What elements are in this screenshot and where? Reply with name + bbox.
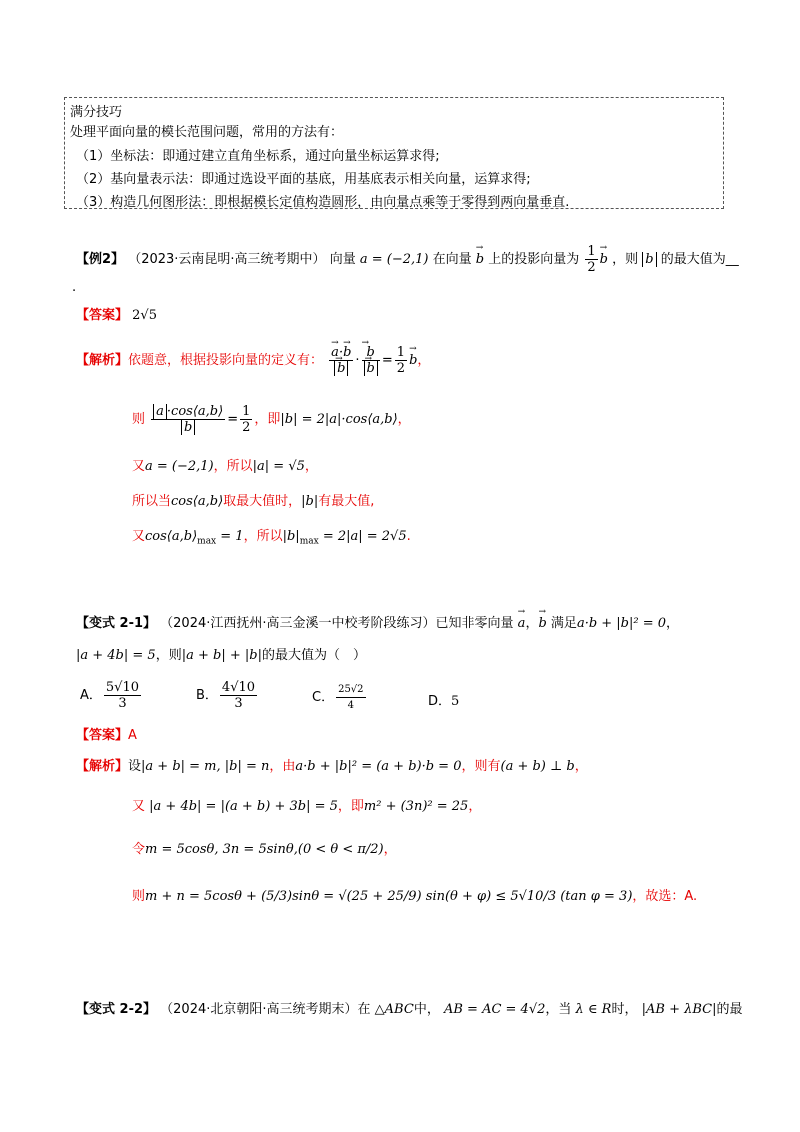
example2-analysis-text: 依题意，根据投影向量的定义有： <box>128 353 324 368</box>
tip-box-title: 满分技巧 <box>70 105 123 120</box>
variant22-q-text4: 时， <box>611 1002 638 1017</box>
variant22-source: （2024·北京朝阳·高三统考期末） <box>160 1002 358 1017</box>
variant21-answer-value: A <box>128 728 137 743</box>
variant21-q-text3: ，则 <box>155 648 182 663</box>
variant21-analysis-line2: 又 |a + 4b| = |(a + b) + 3b| = 5，即m² + (3n)² = 25， <box>132 799 482 814</box>
example2-step3-b: |b| <box>301 494 319 509</box>
variant21-a1-mid2: ，则有 <box>461 759 501 774</box>
example2-q-text2: 在向量 <box>432 252 472 267</box>
variant21-tag: 【变式 2-1】 <box>76 616 157 631</box>
variant21-a2-eq: |a + 4b| = |(a + b) + 3b| = 5 <box>149 799 338 814</box>
variant21-a3-pre: 令 <box>132 842 146 857</box>
example2-vec-b2: → b <box>600 252 608 267</box>
example2-step3 <box>132 490 374 509</box>
variant21-question-line2 <box>76 644 366 663</box>
example2-answer-label: 【答案】 <box>76 308 129 323</box>
variant21-vec-a: → a <box>518 616 526 631</box>
variant21-a4-pre: 则 <box>132 889 146 904</box>
example2-source: （2023·云南昆明·高三统考期中） <box>128 252 326 267</box>
variant22-q-text5: 的最 <box>716 1002 743 1017</box>
example2-step4-bmax: $|b|_{max} = 2|a| = 2√5$ <box>282 529 407 547</box>
example2-question <box>76 244 739 275</box>
example2-answer-value: 2√5 <box>132 308 157 323</box>
example2-trailing-dot: . <box>72 280 77 295</box>
variant21-option-a: A． $\frac{5√10}{3}$ <box>80 680 140 711</box>
example2-q-text3: 上的投影向量为 <box>488 252 580 267</box>
variant21-option-d: D．5 <box>428 694 460 709</box>
example2-step1-eq: |b| = 2|a|·cos⟨a,b⟩ <box>280 412 398 427</box>
example2-answer <box>76 304 157 323</box>
example2-step2: 又a = (−2,1)，所以|a| = √5， <box>132 459 318 474</box>
example2-step3-mid: 取最大值时， <box>223 494 302 509</box>
variant21-a2-pre: 又 <box>132 799 146 814</box>
variant21-q-text2: 满足 <box>550 616 577 631</box>
variant22-eq: AB = AC = 4√2 <box>443 1002 546 1017</box>
variant21-answer-label: 【答案】 <box>76 728 129 743</box>
variant21-expr: |a + b| + |b| <box>181 648 262 663</box>
variant22-q-text3: ，当 <box>545 1002 572 1017</box>
example2-step1-frac: $\frac{a \cdot\cos⟨a,b⟩}{b}$ = $\frac{1}{2}$ <box>149 412 254 427</box>
variant21-a4-eq: m + n = 5cosθ + (5/3)sinθ = √(25 + 25/9) sin(θ + φ) ≤ 5√10/3 (tan φ = 3) <box>145 889 633 904</box>
variant21-a3-range: (0 < θ < π/2) <box>297 842 384 857</box>
variant21-a2-mid: ，即 <box>337 799 364 814</box>
example2-vec-a: a = (−2,1) <box>359 252 429 267</box>
example2-step3-end: 有最大值, <box>318 494 375 509</box>
variant22-q-text2: 中， <box>413 1002 440 1017</box>
variant21-analysis-label: 【解析】 <box>76 759 129 774</box>
variant21-analysis-line3: 令m = 5cosθ, 3n = 5sinθ,(0 < θ < π/2)， <box>132 842 397 857</box>
variant21-analysis-line4 <box>132 885 697 904</box>
variant21-question-line1: 【变式 2-1】 （2024·江西抚州·高三金溪一中校考阶段练习）已知非零向量 → a，→ b 满足a·b + |b|² = 0， <box>76 612 679 631</box>
example2-projection-formula: → a·→ b → b · → b → b = $\frac{1}{2}$ → b <box>327 353 417 368</box>
variant21-a1-set: |a + b| = m, |b| = n <box>141 759 270 774</box>
tip-item-3: （3）构造几何图形法：即根据模长定值构造圆形，由向量点乘等于零得到两向量垂直. <box>76 195 570 210</box>
tip-item-2: （2）基向量表示法：即通过选设平面的基底，用基底表示相关向量，运算求得; <box>76 172 531 187</box>
example2-abs-b: b <box>642 252 656 267</box>
variant21-a3-eq: m = 5cosθ, 3n = 5sinθ, <box>145 842 298 857</box>
example2-analysis-label: 【解析】 <box>76 353 129 368</box>
variant21-a1-perp: (a + b) ⊥ b <box>500 759 575 774</box>
variant21-a1-pre: 设 <box>128 759 142 774</box>
variant21-source: （2024·江西抚州·高三金溪一中校考阶段练习） <box>160 616 436 631</box>
example2-step1-pre: 则 <box>132 412 146 427</box>
variant21-option-c: C． $\frac{25√2}{4}$ <box>312 684 364 711</box>
variant22-q-text1: 在 <box>357 1002 371 1017</box>
example2-q-text4: ，则 <box>612 252 639 267</box>
example2-frac-half: $\frac{1}{2}$ <box>587 244 596 275</box>
example2-step4: 又$\cos⟨a,b⟩_{max} = 1$，所以$|b|_{max} = 2|a| = 2√5$. <box>132 529 411 547</box>
example2-q-text5: 的最大值为__ <box>660 252 739 267</box>
example2-step2-mid: ，所以 <box>213 459 253 474</box>
example2-step4-mid: ，所以 <box>243 529 283 544</box>
variant21-analysis-line1: 【解析】设|a + b| = m, |b| = n，由a·b + |b|² = (a + b)·b = 0，则有(a + b) ⊥ b， <box>76 759 588 774</box>
variant22-tag: 【变式 2-2】 <box>76 1002 157 1017</box>
variant22-question <box>76 998 742 1017</box>
variant21-cond2: |a + 4b| = 5 <box>76 648 156 663</box>
example2-step2-a: a = (−2,1) <box>145 459 214 474</box>
tip-box-intro: 处理平面向量的模长范围问题，常用的方法有： <box>70 125 344 140</box>
example2-step3-pre: 所以当 <box>132 494 172 509</box>
example2-vec-b: → b <box>476 252 484 267</box>
variant22-lambda: λ ∈ R <box>575 1002 612 1017</box>
example2-step3-cos: cos⟨a,b⟩ <box>171 494 224 509</box>
variant21-a4-end: ，故选：A. <box>632 889 698 904</box>
example2-q-text1: 向量 <box>329 252 356 267</box>
example2-step1: 则 $\frac{a \cdot\cos⟨a,b⟩}{b}$ = $\frac{1}{2}$ ，即|b| = 2|a|·cos⟨a,b⟩， <box>132 404 411 435</box>
example2-step2-pre: 又 <box>132 459 146 474</box>
variant22-triangle: △ABC <box>374 1002 414 1017</box>
variant21-vec-b: → b <box>538 616 546 631</box>
variant21-a1-eq: a·b + |b|² = (a + b)·b = 0 <box>295 759 462 774</box>
variant21-q-text4: 的最大值为（ ） <box>261 648 366 663</box>
example2-analysis: 【解析】依题意，根据投影向量的定义有： → a·→ b → b · → b → b = $\frac{1}{2}$ → b， <box>76 345 430 376</box>
variant21-option-b: B． $\frac{4√10}{3}$ <box>196 680 256 711</box>
variant21-answer <box>76 724 137 743</box>
example2-step4-cos: $\cos⟨a,b⟩_{max} = 1$ <box>145 529 244 547</box>
example2-tag: 【例2】 <box>76 252 125 267</box>
tip-item-1: （1）坐标法：即通过建立直角坐标系，通过向量坐标运算求得; <box>76 149 440 164</box>
example2-step2-eq: |a| = √5 <box>252 459 305 474</box>
variant21-cond1: a·b + |b|² = 0 <box>576 616 667 631</box>
example2-step1-mid: ，即 <box>254 412 281 427</box>
variant21-a2-eq2: m² + (3n)² = 25 <box>363 799 469 814</box>
example2-step4-pre: 又 <box>132 529 146 544</box>
variant21-a1-mid: ，由 <box>269 759 296 774</box>
variant22-expr: |AB + λBC| <box>641 1002 717 1017</box>
variant21-q-text1: 已知非零向量 <box>435 616 514 631</box>
